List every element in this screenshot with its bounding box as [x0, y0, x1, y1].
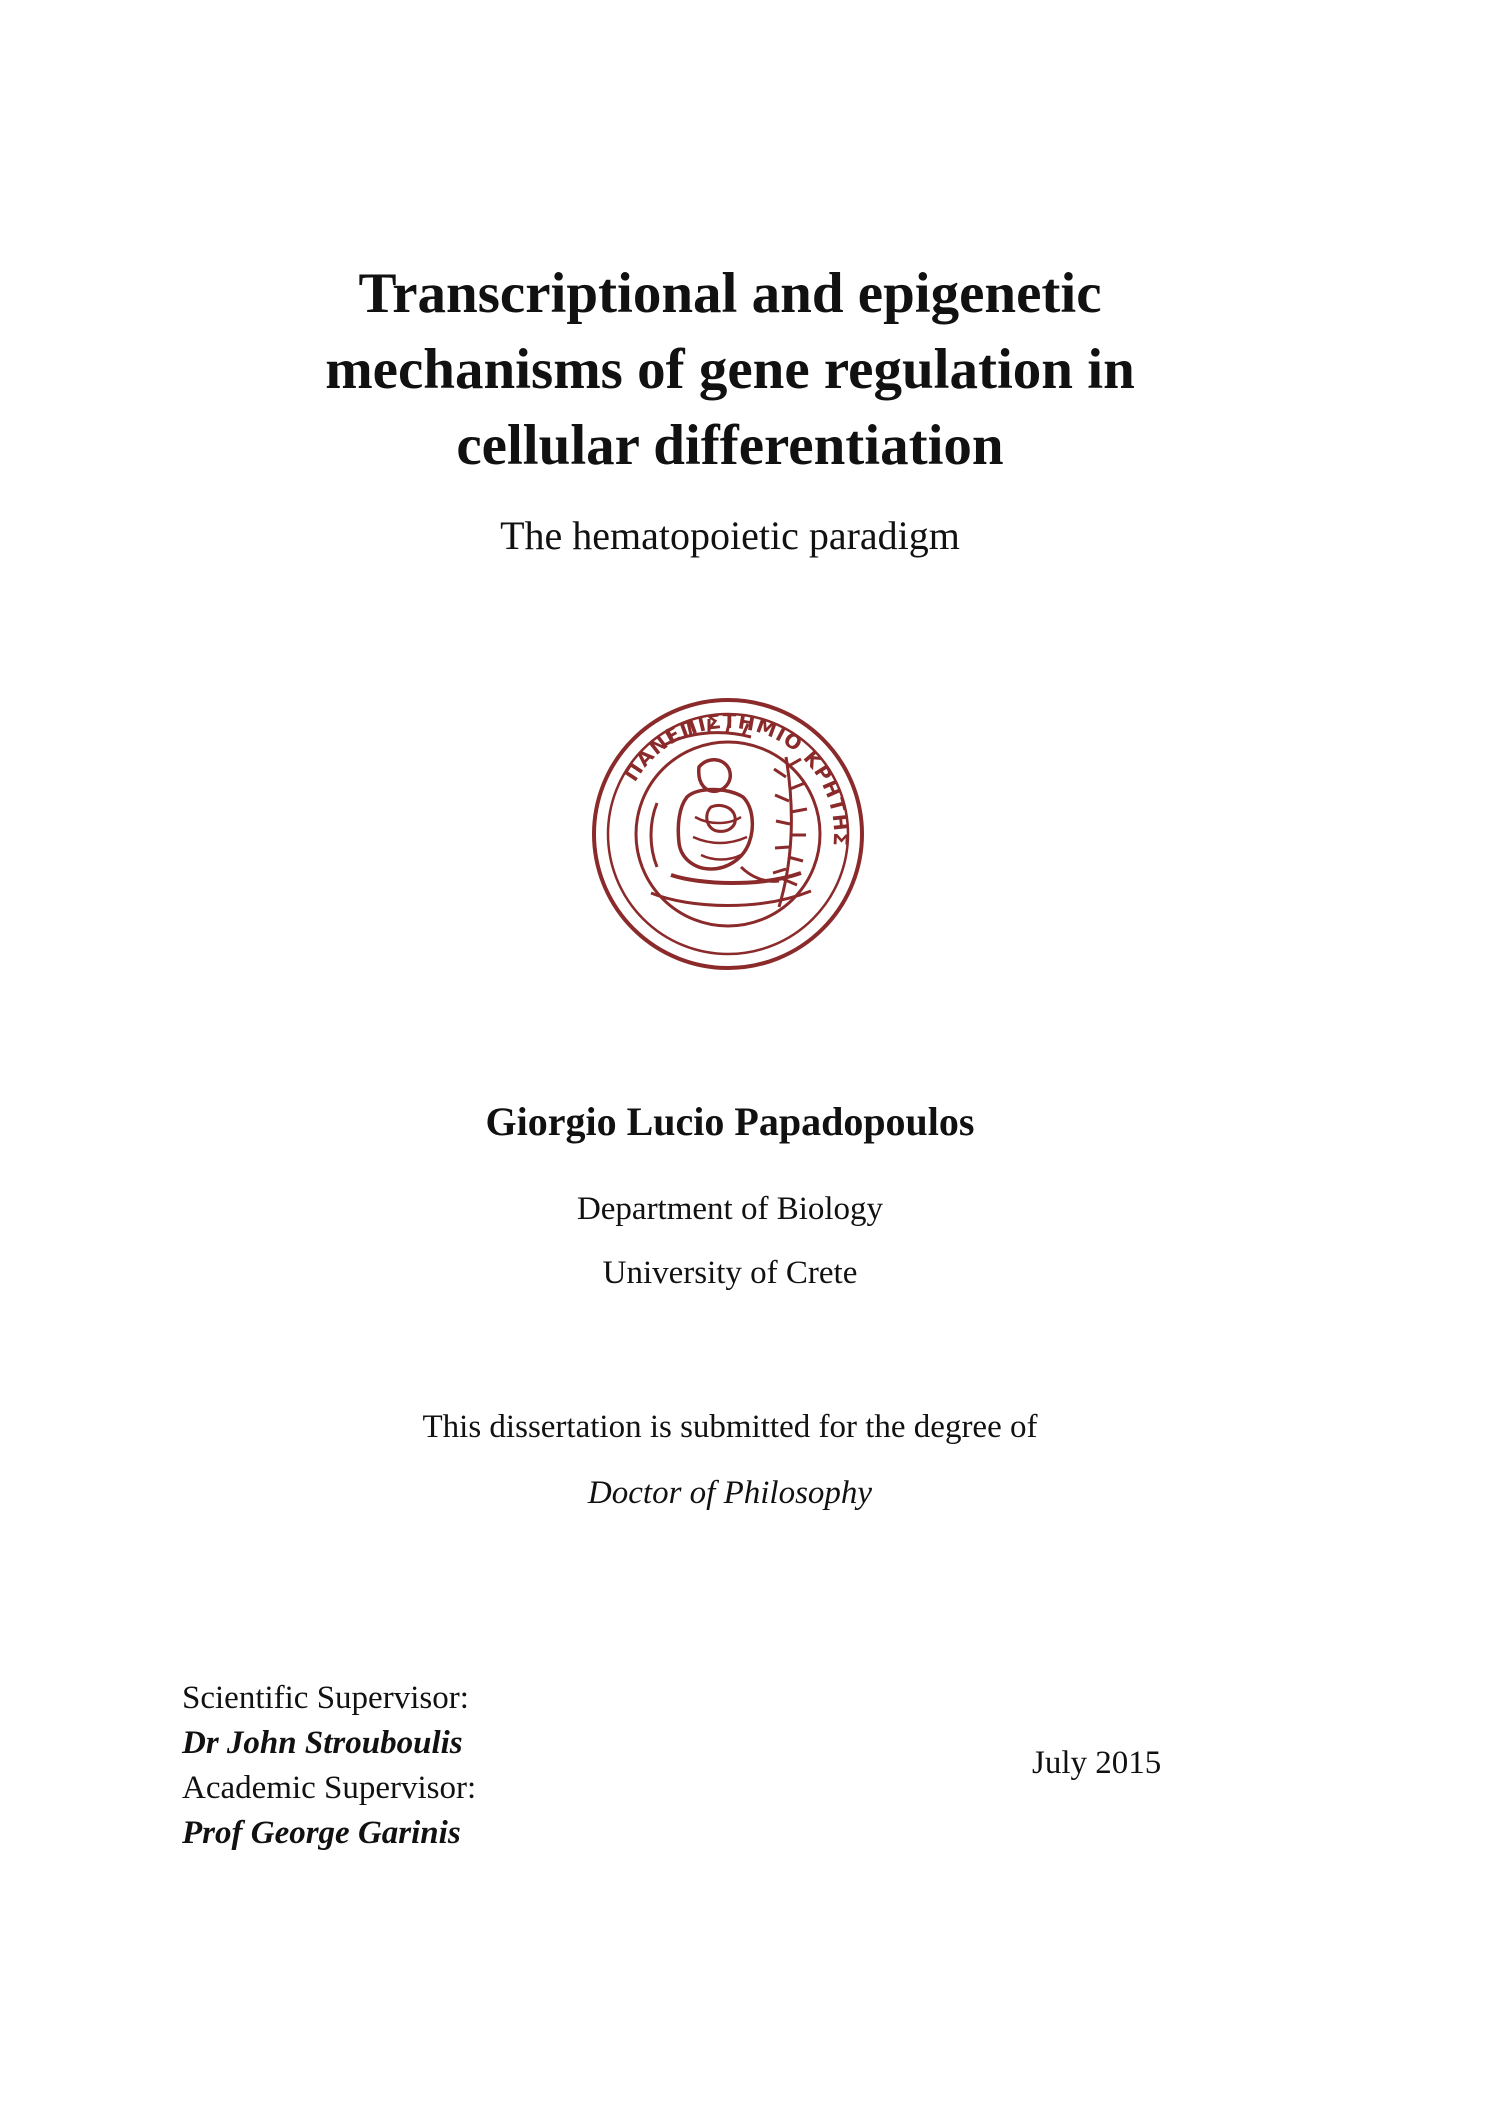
department: Department of Biology [576, 1191, 884, 1227]
scientific-supervisor-name: Dr John Strouboulis [182, 1725, 463, 1761]
submission-statement: This dissertation is submitted for the degree of [422, 1409, 1038, 1445]
title-line-3: cellular differentiation [456, 414, 1004, 477]
university: University of Crete [602, 1255, 858, 1291]
academic-supervisor-label: Academic Supervisor: [182, 1770, 477, 1806]
author-name: Giorgio Lucio Papadopoulos [485, 1099, 975, 1144]
university-of-crete-seal-icon [591, 697, 865, 971]
academic-supervisor-name: Prof George Garinis [182, 1815, 461, 1851]
supervisors-block [182, 1676, 476, 1856]
title-line-2: mechanisms of gene regulation in [325, 338, 1135, 401]
scientific-supervisor-label: Scientific Supervisor: [182, 1680, 469, 1716]
thesis-subtitle: The hematopoietic paradigm [500, 513, 960, 558]
thesis-title [0, 256, 1460, 484]
degree-name: Doctor of Philosophy [587, 1475, 873, 1511]
seal-inscription: ΠΑΝΕΠΙΣΤΗΜΙΟ ΚΡΗΤΗΣ [618, 708, 854, 848]
submission-date: July 2015 [1032, 1745, 1162, 1781]
title-line-1: Transcriptional and epigenetic [358, 262, 1102, 325]
